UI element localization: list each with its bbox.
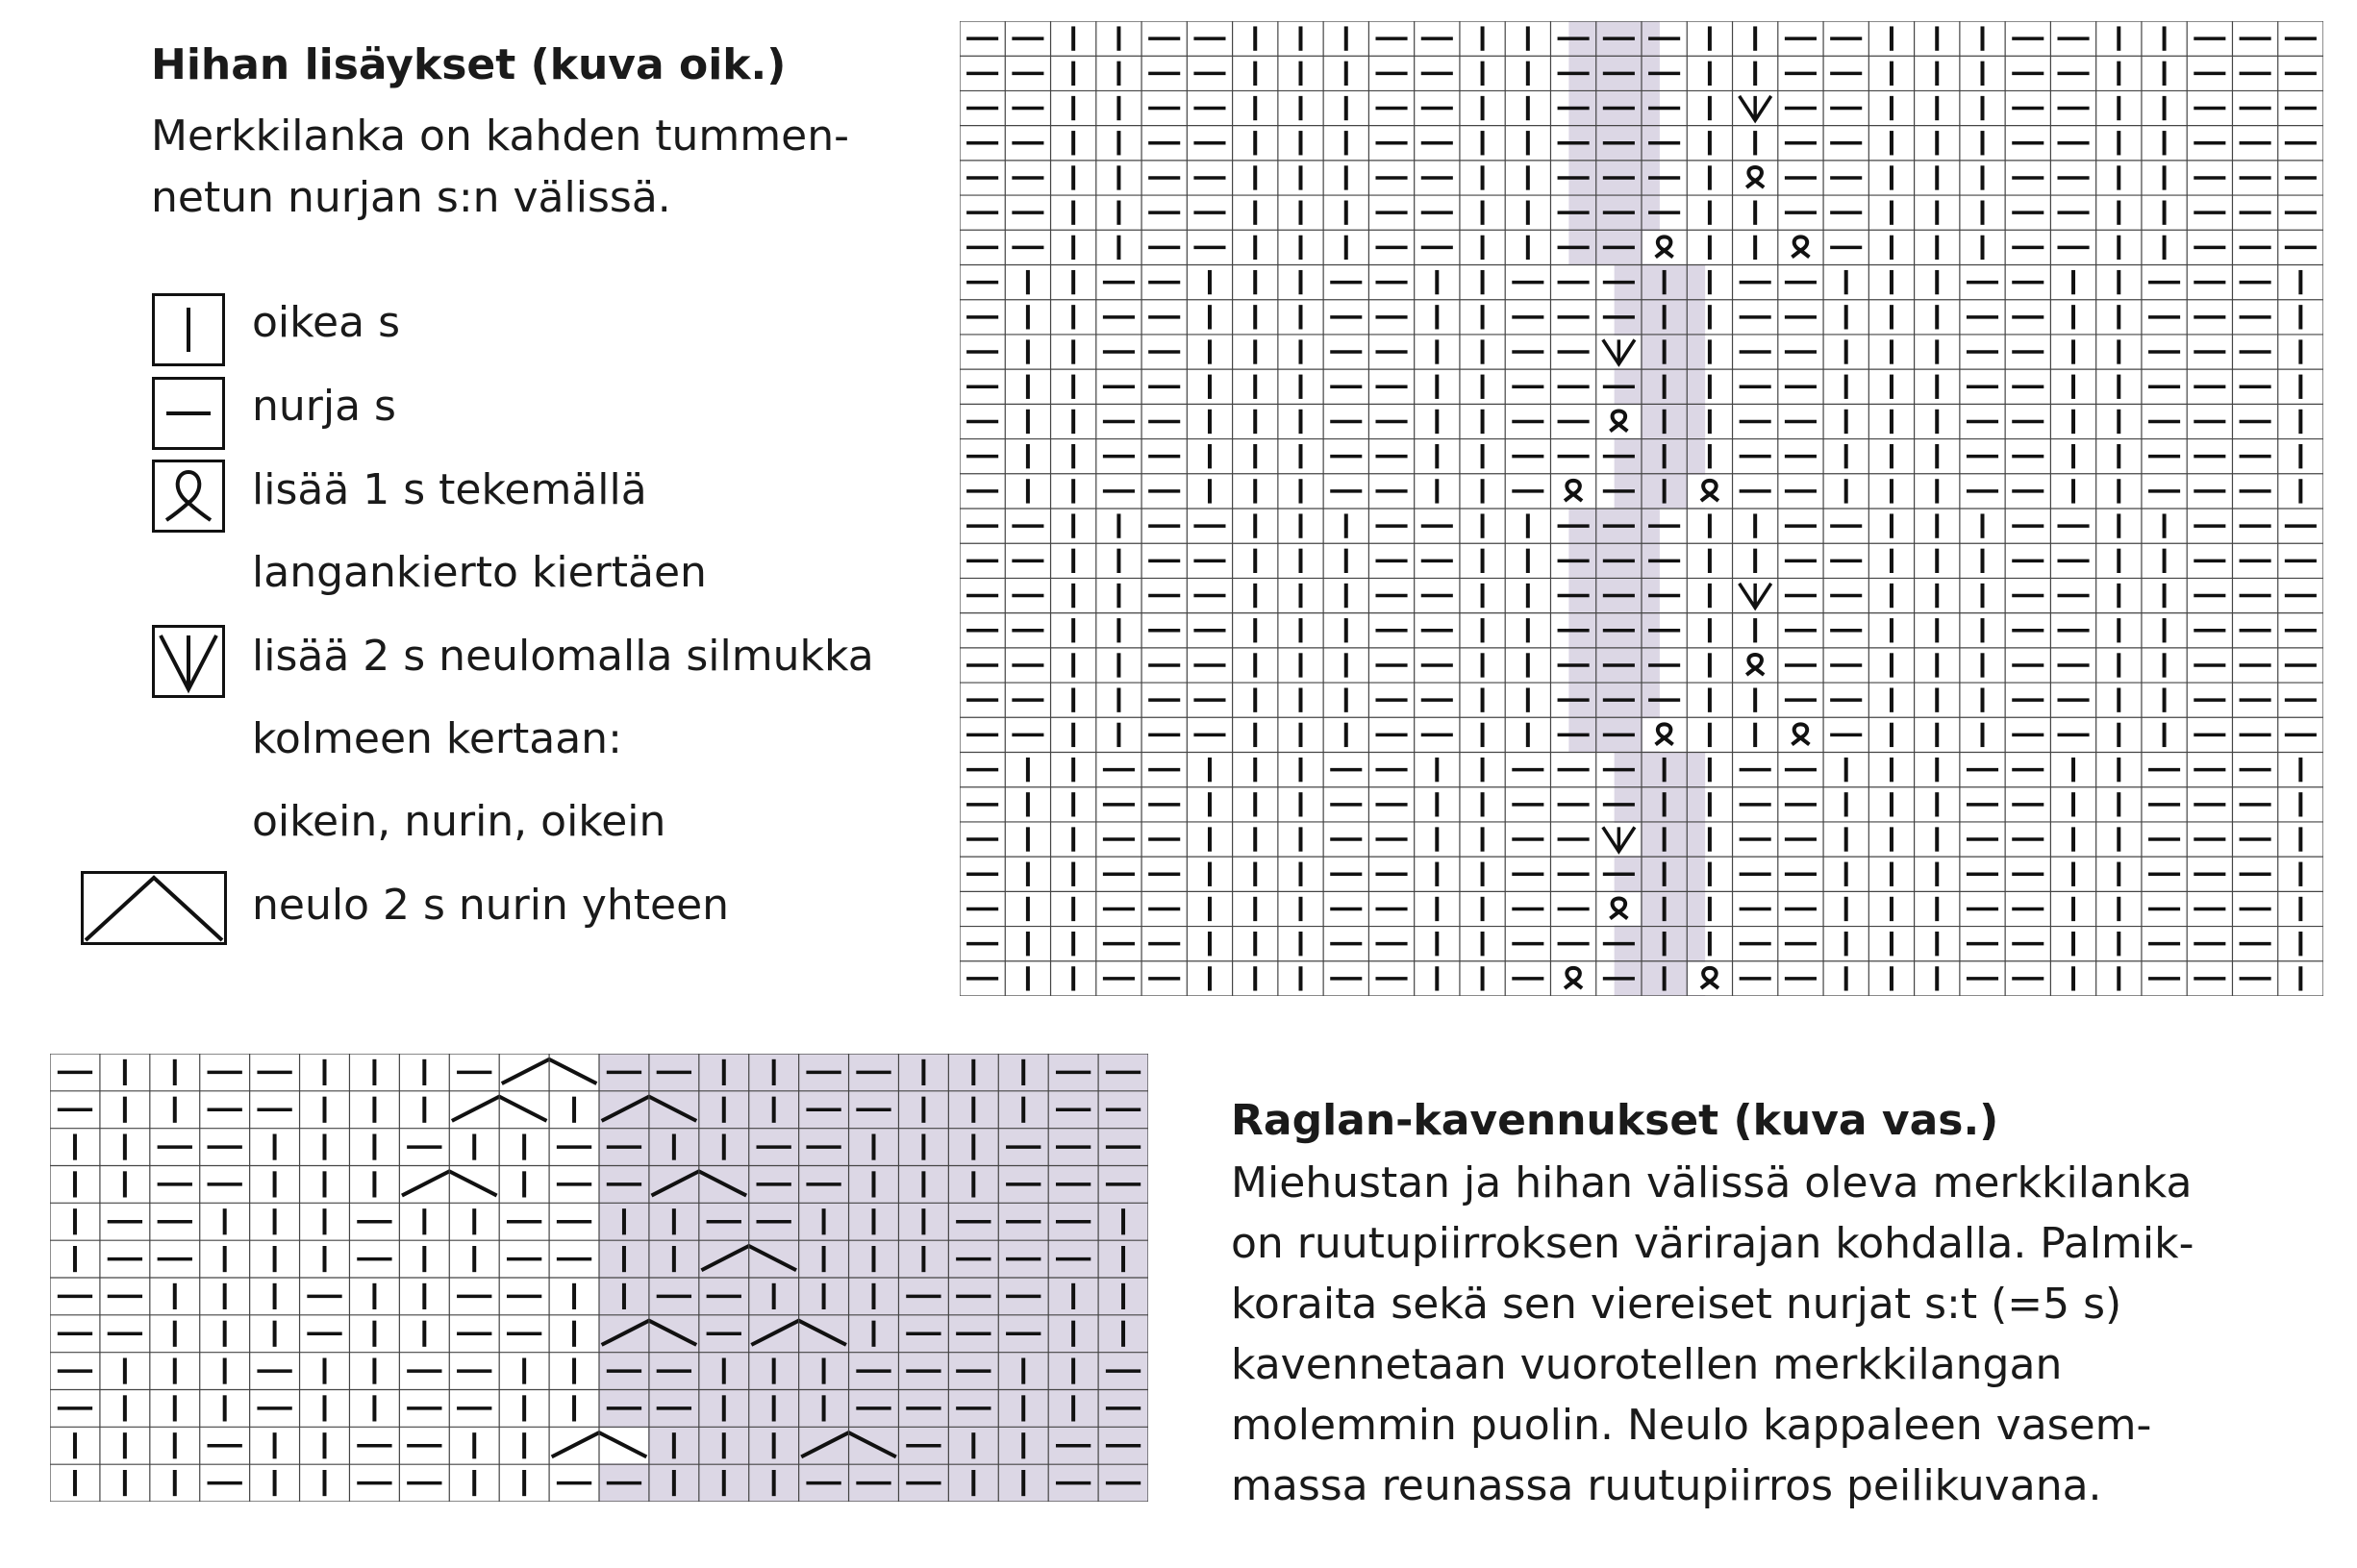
raglan-description-line-1: Miehustan ja hihan välissä oleva merkkilanka [1231,1158,2193,1207]
legend-purl-label: nurja s [252,382,396,431]
legend-increase-twisted-label-2: langankierto kiertäen [252,548,707,597]
sleeve-increase-chart [960,21,2323,996]
sleeve-description-line-1: Merkkilanka on kahden tummen- [151,112,849,161]
legend-increase-2-label-3: oikein, nurin, oikein [252,797,666,846]
twisted-loop-icon [152,460,225,533]
increase-v-icon [152,625,225,698]
p2tog-triangle-icon [81,871,227,945]
legend-p2tog-label: neulo 2 s nurin yhteen [252,881,730,930]
raglan-decrease-chart [50,1054,1148,1502]
sleeve-increases-title: Hihan lisäykset (kuva oik.) [151,40,787,89]
legend-increase-2-label-2: kolmeen kertaan: [252,714,622,763]
legend-increase-twisted-label-1: lisää 1 s tekemällä [252,465,647,514]
legend-increase-2-label-1: lisää 2 s neulomalla silmukka [252,632,874,681]
raglan-description-line-3: koraita sekä sen viereiset nurjat s:t (=5 s) [1231,1280,2122,1329]
raglan-description-line-2: on ruutupiirroksen värirajan kohdalla. Palmik- [1231,1219,2194,1268]
legend-knit-label: oikea s [252,298,400,347]
sleeve-description-line-2: netun nurjan s:n välissä. [151,173,671,222]
raglan-description-line-5: molemmin puolin. Neulo kappaleen vasem- [1231,1401,2152,1450]
raglan-decreases-title: Raglan-kavennukset (kuva vas.) [1231,1096,1999,1145]
raglan-description-line-6: massa reunassa ruutupiirros peilikuvana. [1231,1461,2102,1510]
knit-symbol-icon [152,293,225,366]
purl-symbol-icon [152,377,225,450]
raglan-description-line-4: kavennetaan vuorotellen merkkilangan [1231,1340,2063,1389]
